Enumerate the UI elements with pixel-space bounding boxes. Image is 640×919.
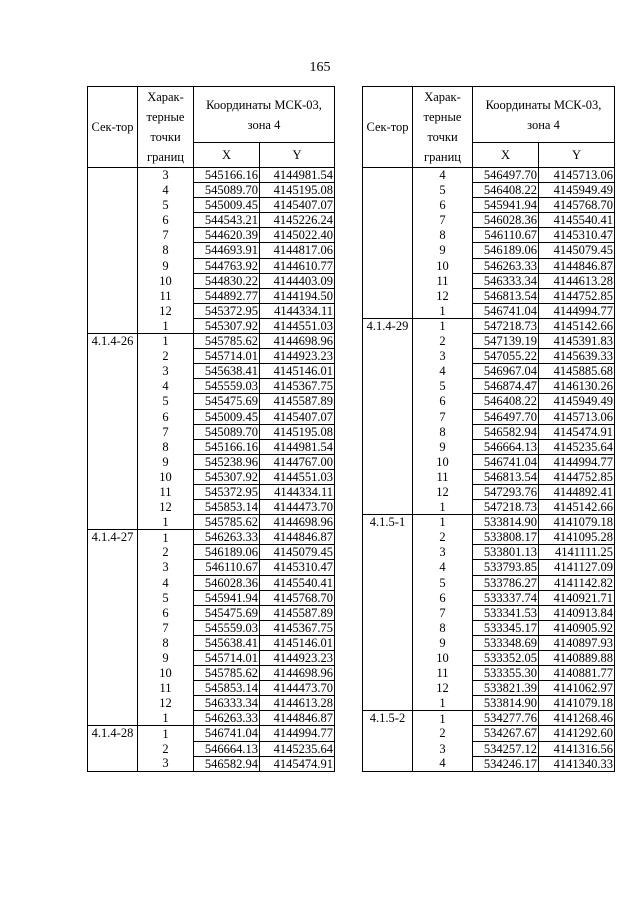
point-number: 6 (138, 605, 194, 620)
coord-x: 533345.17 (473, 620, 539, 635)
coord-y: 4145587.89 (260, 394, 335, 409)
coord-y: 4141316.56 (539, 741, 615, 756)
table-row (88, 726, 335, 741)
coord-y: 4144981.54 (260, 168, 335, 183)
coord-y: 4144551.03 (260, 318, 335, 333)
point-number: 3 (138, 560, 194, 575)
sector-code: 4.1.4-27 (88, 530, 138, 726)
header-sector: Сек-тор (363, 87, 413, 168)
coord-x: 533352.05 (473, 651, 539, 666)
coord-y: 4144613.28 (260, 696, 335, 711)
point-number: 5 (413, 379, 473, 394)
coord-x: 533341.53 (473, 605, 539, 620)
coord-y: 4145146.01 (260, 635, 335, 650)
sector-code (88, 168, 138, 334)
coord-y: 4145310.47 (539, 228, 615, 243)
point-number: 7 (138, 228, 194, 243)
coord-y: 4144817.06 (260, 243, 335, 258)
coord-y: 4145142.66 (539, 318, 615, 333)
coord-x: 546189.06 (473, 243, 539, 258)
coord-y: 4145022.40 (260, 228, 335, 243)
point-number: 6 (413, 198, 473, 213)
point-number: 1 (138, 711, 194, 726)
coord-x: 544830.22 (194, 273, 260, 288)
table-row (363, 318, 615, 333)
coord-x: 547218.73 (473, 500, 539, 515)
coord-y: 4141095.28 (539, 530, 615, 545)
coord-x: 546263.33 (194, 711, 260, 726)
coord-x: 534257.12 (473, 741, 539, 756)
coord-y: 4141079.18 (539, 696, 615, 711)
table-row (363, 168, 615, 183)
coord-y: 4144752.85 (539, 469, 615, 484)
coord-y: 4145391.83 (539, 334, 615, 349)
coord-y: 4145226.24 (260, 213, 335, 228)
table-row (88, 168, 335, 183)
point-number: 9 (413, 439, 473, 454)
page-number: 165 (309, 60, 331, 75)
header-boundary-points: Харак-терные точки границ (138, 87, 194, 168)
point-number: 4 (413, 756, 473, 771)
coord-x: 533814.90 (473, 515, 539, 530)
point-number: 11 (413, 273, 473, 288)
coord-x: 533337.74 (473, 590, 539, 605)
coord-x: 546813.54 (473, 288, 539, 303)
coord-y: 4144551.03 (260, 469, 335, 484)
coord-y: 4144923.23 (260, 349, 335, 364)
coord-x: 546333.34 (473, 273, 539, 288)
coord-y: 4145235.64 (539, 439, 615, 454)
sector-code: 4.1.4-26 (88, 334, 138, 530)
coord-x: 546664.13 (473, 439, 539, 454)
point-number: 11 (413, 666, 473, 681)
coord-y: 4144698.96 (260, 666, 335, 681)
point-number: 7 (138, 424, 194, 439)
point-number: 10 (138, 666, 194, 681)
point-number: 2 (138, 349, 194, 364)
point-number: 12 (138, 696, 194, 711)
point-number: 3 (138, 756, 194, 771)
coord-y: 4145146.01 (260, 364, 335, 379)
coord-x: 544892.77 (194, 288, 260, 303)
header-x: X (473, 143, 539, 168)
point-number: 1 (138, 530, 194, 545)
point-number: 1 (413, 515, 473, 530)
coord-x: 545372.95 (194, 484, 260, 499)
coord-x: 545307.92 (194, 318, 260, 333)
coord-y: 4145079.45 (260, 545, 335, 560)
coord-x: 547055.22 (473, 349, 539, 364)
point-number: 2 (413, 726, 473, 741)
coord-x: 545785.62 (194, 666, 260, 681)
coord-y: 4144846.87 (539, 258, 615, 273)
coord-x: 546664.13 (194, 741, 260, 756)
coord-y: 4144923.23 (260, 651, 335, 666)
coord-y: 4145367.75 (260, 620, 335, 635)
point-number: 2 (138, 545, 194, 560)
coord-x: 545714.01 (194, 349, 260, 364)
coord-x: 545785.62 (194, 334, 260, 349)
coord-y: 4144981.54 (260, 439, 335, 454)
coord-y: 4144846.87 (260, 530, 335, 545)
coord-x: 547218.73 (473, 318, 539, 333)
point-number: 1 (138, 515, 194, 530)
point-number: 1 (413, 696, 473, 711)
coord-x: 545559.03 (194, 620, 260, 635)
coord-x: 545089.70 (194, 183, 260, 198)
coord-x: 545941.94 (473, 198, 539, 213)
coord-x: 533348.69 (473, 635, 539, 650)
point-number: 8 (138, 635, 194, 650)
coord-x: 547139.19 (473, 334, 539, 349)
coord-y: 4144698.96 (260, 515, 335, 530)
table-row (363, 711, 615, 726)
point-number: 12 (138, 303, 194, 318)
coord-x: 546813.54 (473, 469, 539, 484)
point-number: 11 (138, 484, 194, 499)
point-number: 7 (413, 213, 473, 228)
point-number: 5 (138, 590, 194, 605)
coord-x: 534246.17 (473, 756, 539, 771)
point-number: 2 (138, 741, 194, 756)
coord-y: 4145407.07 (260, 409, 335, 424)
coord-x: 545307.92 (194, 469, 260, 484)
coord-x: 546028.36 (194, 575, 260, 590)
coord-x: 544543.21 (194, 213, 260, 228)
header-x: X (194, 143, 260, 168)
point-number: 2 (413, 530, 473, 545)
coord-x: 544620.39 (194, 228, 260, 243)
coord-x: 545638.41 (194, 364, 260, 379)
coord-y: 4144613.28 (539, 273, 615, 288)
point-number: 11 (138, 681, 194, 696)
coord-y: 4144892.41 (539, 484, 615, 499)
coord-x: 546110.67 (473, 228, 539, 243)
point-number: 4 (413, 364, 473, 379)
point-number: 6 (413, 394, 473, 409)
coord-y: 4144698.96 (260, 334, 335, 349)
coord-y: 4144994.77 (539, 454, 615, 469)
coord-y: 4144767.00 (260, 454, 335, 469)
coord-x: 545941.94 (194, 590, 260, 605)
point-number: 9 (138, 651, 194, 666)
coord-x: 533808.17 (473, 530, 539, 545)
point-number: 7 (413, 605, 473, 620)
point-number: 4 (138, 575, 194, 590)
header-y: Y (260, 143, 335, 168)
coord-x: 533801.13 (473, 545, 539, 560)
sector-code: 4.1.5-2 (363, 711, 413, 771)
point-number: 12 (413, 484, 473, 499)
coord-x: 545853.14 (194, 681, 260, 696)
coord-x: 545372.95 (194, 303, 260, 318)
point-number: 9 (413, 635, 473, 650)
coord-y: 4140889.88 (539, 651, 615, 666)
coord-x: 546110.67 (194, 560, 260, 575)
coord-x: 546497.70 (473, 409, 539, 424)
coord-x: 546408.22 (473, 183, 539, 198)
table-row (88, 530, 335, 545)
coord-y: 4145768.70 (260, 590, 335, 605)
coord-y: 4140897.93 (539, 635, 615, 650)
header-boundary-points: Харак-терные точки границ (413, 87, 473, 168)
coord-x: 546408.22 (473, 394, 539, 409)
coord-y: 4141127.09 (539, 560, 615, 575)
coord-y: 4145540.41 (260, 575, 335, 590)
coord-x: 534267.67 (473, 726, 539, 741)
coord-y: 4145310.47 (260, 560, 335, 575)
point-number: 3 (413, 545, 473, 560)
coord-y: 4145474.91 (539, 424, 615, 439)
point-number: 1 (413, 303, 473, 318)
point-number: 1 (138, 334, 194, 349)
coord-x: 545559.03 (194, 379, 260, 394)
coord-y: 4144194.50 (260, 288, 335, 303)
point-number: 9 (138, 454, 194, 469)
coord-y: 4145713.06 (539, 409, 615, 424)
coord-y: 4145474.91 (260, 756, 335, 771)
point-number: 8 (413, 228, 473, 243)
coord-y: 4144473.70 (260, 500, 335, 515)
sector-code (363, 168, 413, 319)
coord-y: 4145195.08 (260, 183, 335, 198)
coord-x: 545166.16 (194, 439, 260, 454)
point-number: 2 (413, 334, 473, 349)
coord-x: 546333.34 (194, 696, 260, 711)
coord-x: 545638.41 (194, 635, 260, 650)
point-number: 3 (138, 168, 194, 183)
coord-x: 546741.04 (473, 454, 539, 469)
coord-x: 533786.27 (473, 575, 539, 590)
coord-y: 4146130.26 (539, 379, 615, 394)
point-number: 3 (413, 741, 473, 756)
coord-x: 534277.76 (473, 711, 539, 726)
point-number: 8 (138, 243, 194, 258)
coord-x: 547293.76 (473, 484, 539, 499)
coord-y: 4141111.25 (539, 545, 615, 560)
coord-x: 545853.14 (194, 500, 260, 515)
coord-y: 4145587.89 (260, 605, 335, 620)
point-number: 10 (413, 258, 473, 273)
point-number: 8 (138, 439, 194, 454)
coord-y: 4145768.70 (539, 198, 615, 213)
point-number: 5 (413, 183, 473, 198)
coord-y: 4145885.68 (539, 364, 615, 379)
coord-x: 546874.47 (473, 379, 539, 394)
coord-x: 546741.04 (194, 726, 260, 741)
point-number: 5 (413, 575, 473, 590)
coord-x: 546189.06 (194, 545, 260, 560)
coord-y: 4145142.66 (539, 500, 615, 515)
coord-y: 4140881.77 (539, 666, 615, 681)
coord-y: 4145713.06 (539, 168, 615, 183)
point-number: 10 (413, 454, 473, 469)
coord-x: 533821.39 (473, 681, 539, 696)
point-number: 8 (413, 424, 473, 439)
coord-y: 4144752.85 (539, 288, 615, 303)
coord-y: 4141079.18 (539, 515, 615, 530)
point-number: 6 (138, 213, 194, 228)
coord-y: 4145079.45 (539, 243, 615, 258)
coord-y: 4145235.64 (260, 741, 335, 756)
point-number: 4 (413, 560, 473, 575)
coord-x: 545009.45 (194, 409, 260, 424)
point-number: 5 (138, 198, 194, 213)
point-number: 3 (138, 364, 194, 379)
point-number: 11 (138, 288, 194, 303)
coord-x: 545089.70 (194, 424, 260, 439)
coord-y: 4144994.77 (539, 303, 615, 318)
point-number: 4 (138, 183, 194, 198)
point-number: 1 (413, 500, 473, 515)
coord-x: 546497.70 (473, 168, 539, 183)
coord-x: 546582.94 (473, 424, 539, 439)
coord-y: 4141062.97 (539, 681, 615, 696)
point-number: 10 (138, 469, 194, 484)
coord-x: 545475.69 (194, 394, 260, 409)
point-number: 9 (413, 243, 473, 258)
point-number: 11 (413, 469, 473, 484)
point-number: 1 (138, 726, 194, 741)
coord-y: 4144334.11 (260, 303, 335, 318)
point-number: 12 (413, 288, 473, 303)
coord-x: 545166.16 (194, 168, 260, 183)
point-number: 1 (413, 711, 473, 726)
point-number: 9 (138, 258, 194, 273)
point-number: 1 (138, 318, 194, 333)
point-number: 4 (138, 379, 194, 394)
coord-x: 546582.94 (194, 756, 260, 771)
point-number: 12 (138, 500, 194, 515)
coord-y: 4144994.77 (260, 726, 335, 741)
coord-y: 4145540.41 (539, 213, 615, 228)
coord-x: 546741.04 (473, 303, 539, 318)
coord-y: 4140905.92 (539, 620, 615, 635)
coord-x: 533814.90 (473, 696, 539, 711)
point-number: 6 (138, 409, 194, 424)
sector-code: 4.1.4-29 (363, 318, 413, 514)
coord-y: 4144403.09 (260, 273, 335, 288)
coord-x: 546263.33 (473, 258, 539, 273)
point-number: 7 (138, 620, 194, 635)
coord-y: 4144846.87 (260, 711, 335, 726)
sector-code: 4.1.4-28 (88, 726, 138, 771)
coord-y: 4144473.70 (260, 681, 335, 696)
header-coordinates: Координаты МСК-03, зона 4 (194, 87, 335, 143)
coordinates-table-right (362, 86, 615, 772)
coord-x: 533355.30 (473, 666, 539, 681)
coord-y: 4141292.60 (539, 726, 615, 741)
coord-x: 544763.92 (194, 258, 260, 273)
coord-y: 4145949.49 (539, 183, 615, 198)
coord-x: 545785.62 (194, 515, 260, 530)
point-number: 4 (413, 168, 473, 183)
coord-x: 545714.01 (194, 651, 260, 666)
sector-code: 4.1.5-1 (363, 515, 413, 711)
coord-y: 4145949.49 (539, 394, 615, 409)
point-number: 1 (413, 318, 473, 333)
coord-y: 4145195.08 (260, 424, 335, 439)
table-row (88, 334, 335, 349)
coord-y: 4140921.71 (539, 590, 615, 605)
coord-x: 545475.69 (194, 605, 260, 620)
coord-x: 546967.04 (473, 364, 539, 379)
point-number: 7 (413, 409, 473, 424)
coord-y: 4141142.82 (539, 575, 615, 590)
coord-x: 545009.45 (194, 198, 260, 213)
coord-y: 4144334.11 (260, 484, 335, 499)
header-sector: Сек-тор (88, 87, 138, 168)
coord-y: 4141268.46 (539, 711, 615, 726)
coord-x: 545238.96 (194, 454, 260, 469)
coord-x: 546028.36 (473, 213, 539, 228)
coord-y: 4141340.33 (539, 756, 615, 771)
coord-y: 4145407.07 (260, 198, 335, 213)
header-coordinates: Координаты МСК-03, зона 4 (473, 87, 615, 143)
coordinates-table-left (87, 86, 335, 772)
coord-y: 4140913.84 (539, 605, 615, 620)
coord-x: 546263.33 (194, 530, 260, 545)
point-number: 3 (413, 349, 473, 364)
point-number: 12 (413, 681, 473, 696)
coord-y: 4145367.75 (260, 379, 335, 394)
point-number: 5 (138, 394, 194, 409)
point-number: 10 (138, 273, 194, 288)
header-y: Y (539, 143, 615, 168)
coord-y: 4144610.77 (260, 258, 335, 273)
table-row (363, 515, 615, 530)
coord-x: 544693.91 (194, 243, 260, 258)
point-number: 10 (413, 651, 473, 666)
point-number: 8 (413, 620, 473, 635)
coord-y: 4145639.33 (539, 349, 615, 364)
coord-x: 533793.85 (473, 560, 539, 575)
point-number: 6 (413, 590, 473, 605)
